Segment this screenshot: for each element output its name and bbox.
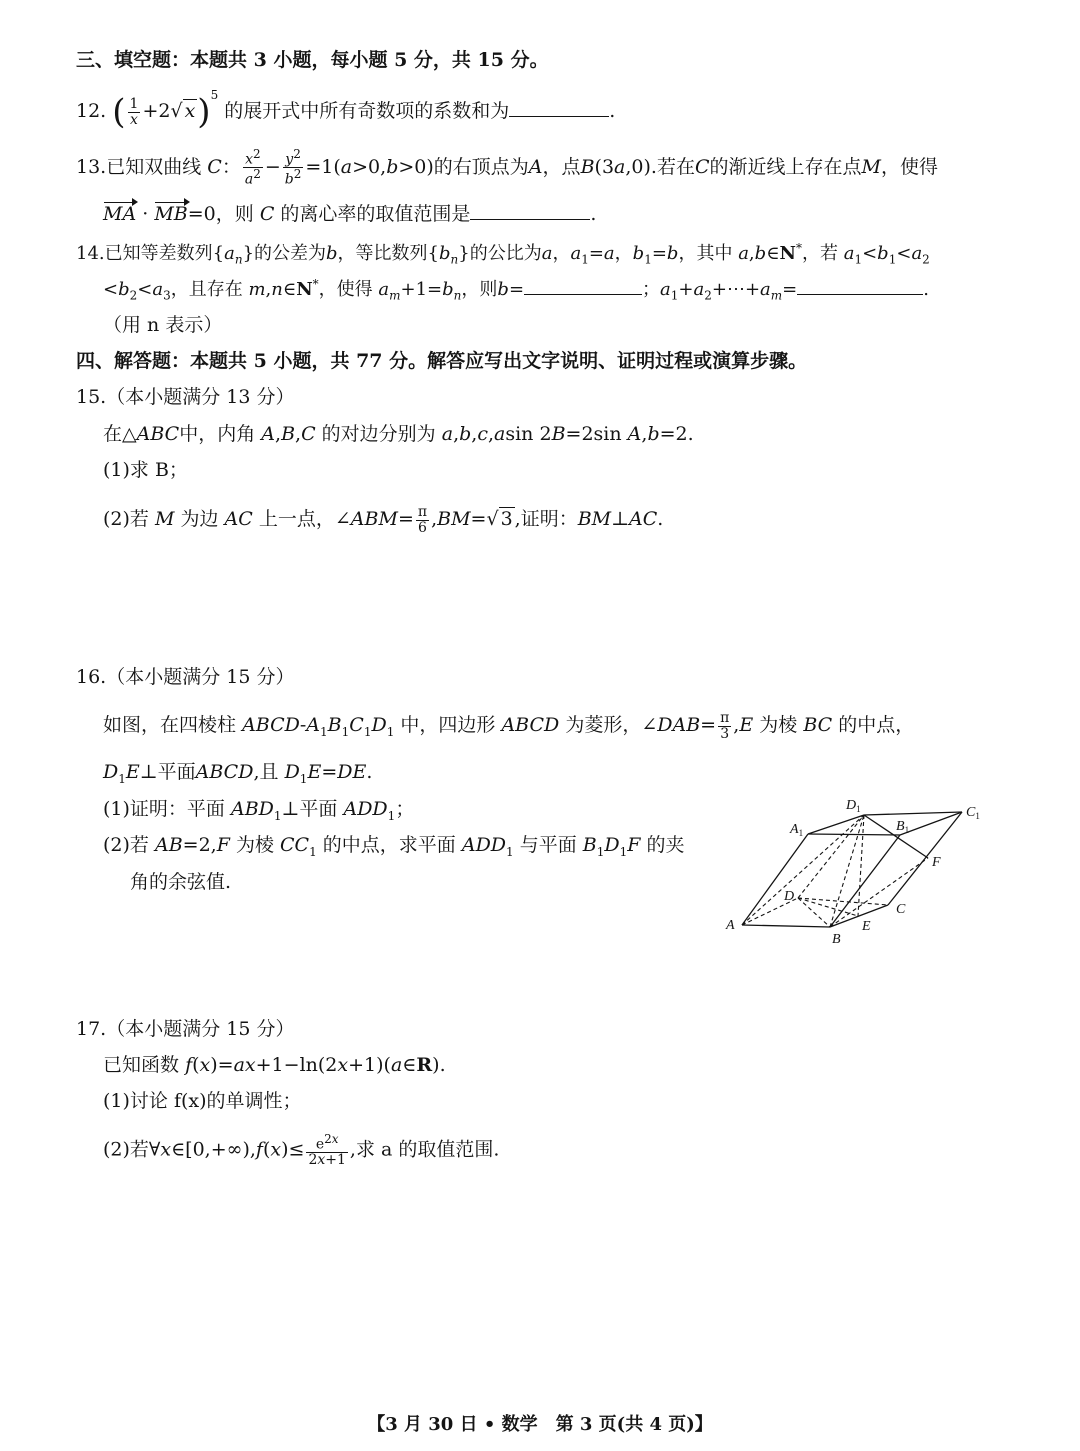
label-d: D: [784, 889, 795, 904]
question-13-line-2: MA · MB=0，则 C 的离心率的取值范围是 .: [103, 203, 597, 225]
edge-a1b1: [808, 834, 900, 835]
question-17-header: 17.（本小题满分 15 分）: [76, 1018, 295, 1040]
question-14-line-2: $<b_2<a_3$，且存在 m,n∈N*，使得 $a_m+1=b_n$，则b= ；$a_1+a_2+\cdots+a_m=$ .: [103, 277, 929, 303]
question-15-header: 15.（本小题满分 13 分）: [76, 386, 295, 408]
edge-aa1: [742, 834, 808, 925]
q12-answer-blank[interactable]: [509, 115, 609, 117]
question-16-part-2: (2)若 AB=2,F 为棱 $CC_1$ 的中点，求平面 $ADD_1$ 与平面 $B_1D_1F$ 的夹: [103, 834, 685, 859]
edge-dd1-hidden: [798, 815, 864, 898]
label-d1: $D_1$: [846, 798, 861, 814]
line-bd1-hidden: [830, 815, 864, 927]
edge-a1d1: [808, 815, 864, 834]
q14-answer-blank-1[interactable]: [524, 293, 642, 295]
question-17-stem: 已知函数 f(x)=ax+1−ln(2x+1)(a∈R).: [103, 1054, 446, 1076]
q14-answer-blank-2[interactable]: [797, 293, 923, 295]
edge-dc-hidden: [798, 898, 888, 905]
label-e: E: [862, 919, 871, 934]
edge-d1c1: [864, 812, 962, 815]
question-14-line-3: （用 n 表示）: [103, 314, 223, 336]
question-17-part-2: (2)若∀x∈[0,+∞),f(x)≤ $\frac{e^{2x}}{2x+1}$ ,求 a 的取值范围.: [103, 1132, 500, 1169]
line-bf-hidden: [830, 858, 928, 927]
question-12: 12. ( $\frac{1}{x}$ +2√ x)$^5$ 的展开式中所有奇数项的系数和为 .: [76, 88, 616, 132]
page-footer: 【3 月 30 日 • 数学 第 3 页(共 4 页)】: [367, 1414, 713, 1435]
label-c1: $C_1$: [966, 805, 980, 821]
question-15-part-2: (2)若 M 为边 AC 上一点，∠ABM= $\frac{\pi}{6}$ ,BM=√ 3 ,证明：BM⊥AC.: [103, 504, 664, 536]
label-f: F: [932, 855, 941, 870]
question-16-part-1: (1)证明：平面 $ABD_1\perp$平面 $ADD_1$；: [103, 798, 415, 823]
label-c: C: [896, 902, 906, 917]
q12-number: 12.: [76, 100, 107, 122]
label-a1: $A_1$: [790, 822, 804, 838]
question-15-part-1: (1)求 B；: [103, 459, 188, 481]
question-16-header: 16.（本小题满分 15 分）: [76, 666, 295, 688]
q12-expression: ( $\frac{1}{x}$ +2√ x)$^5$: [112, 88, 219, 132]
label-b1: $B_1$: [896, 819, 910, 835]
edge-ab: [742, 925, 830, 927]
label-a: A: [726, 918, 735, 933]
section-4-heading: 四、解答题：本题共 5 小题，共 77 分。解答应写出文字说明、证明过程或演算步骤。: [76, 350, 808, 372]
question-14-line-1: 14.已知等差数列$\{a_n\}$的公差为b，等比数列$\{b_n\}$的公比为a，$a_1=a$，$b_1=b$，其中 a,b∈N*，若 $a_1<b_1<a_2$: [76, 241, 930, 267]
prism-figure: [720, 790, 1000, 950]
question-15-stem: 在△ABC中，内角 A,B,C 的对边分别为 a,b,c,asin 2B=2sin A,b=2.: [103, 423, 694, 445]
label-b: B: [832, 932, 841, 947]
question-16-stem: 如图，在四棱柱 ABCD-$A_1B_1C_1D_1$ 中，四边形 ABCD 为菱形，∠DAB= $\frac{\pi}{3}$ ,E 为棱 BC 的中点，: [103, 710, 915, 742]
question-13-line-1: 13.已知双曲线 C： $\frac{x^2}{a^2}$ − $\frac{y^2}{b^2}$ =1(a>0,b>0)的右顶点为A，点B(3a,0).若在C的渐近线上存在点M，使得: [76, 147, 939, 188]
q13-answer-blank[interactable]: [470, 218, 590, 220]
question-16-stem-line-2: $D_1E\perp$平面ABCD,且 $D_1E=DE$.: [103, 761, 373, 786]
section-3-heading: 三、填空题：本题共 3 小题，每小题 5 分，共 15 分。: [76, 49, 549, 71]
question-16-part-2-cont: 角的余弦值.: [130, 871, 232, 893]
question-17-part-1: (1)讨论 f(x)的单调性；: [103, 1090, 302, 1112]
q12-text: 的展开式中所有奇数项的系数和为: [224, 100, 510, 122]
